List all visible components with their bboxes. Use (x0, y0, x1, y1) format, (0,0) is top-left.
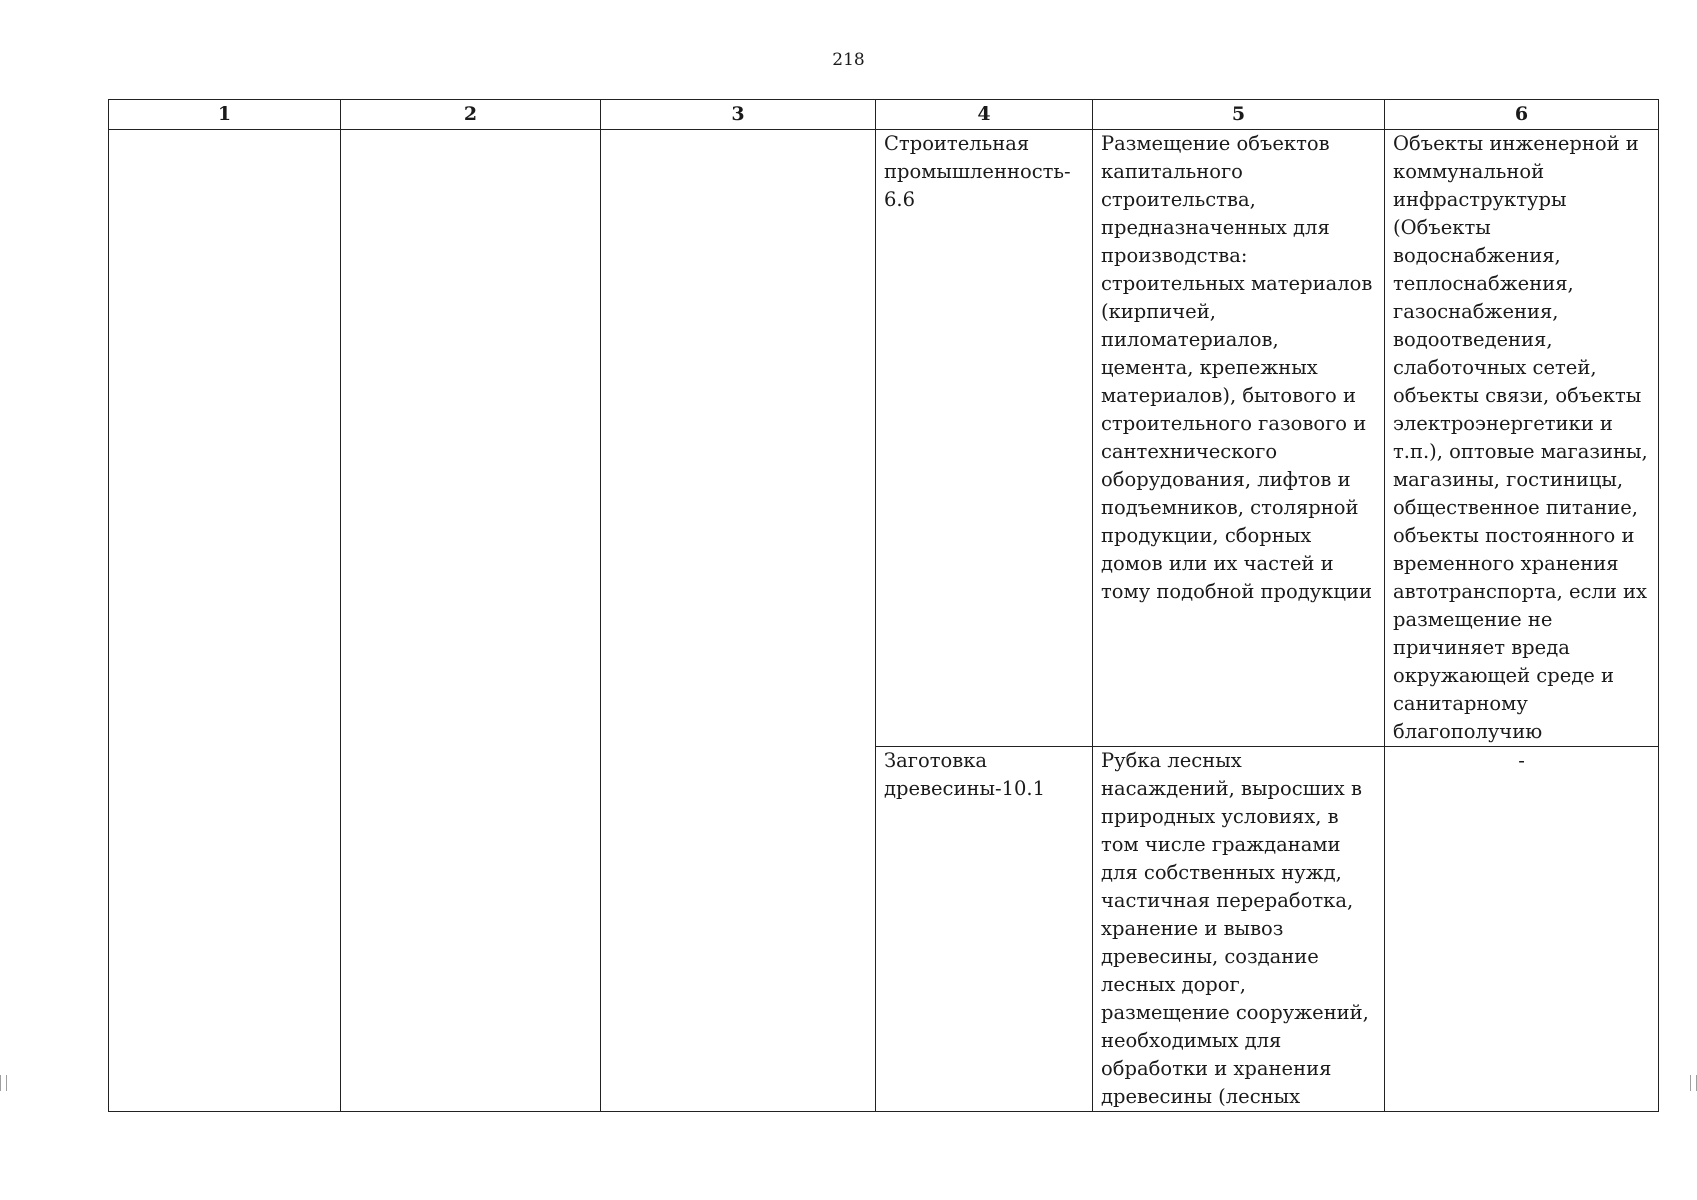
header-row (109, 100, 1659, 130)
cell-activity-description (1093, 130, 1385, 747)
cell-permitted-objects (1385, 130, 1659, 747)
page-number: 218 (832, 50, 865, 70)
cell-col-2 (341, 130, 601, 1112)
left-margin-mark (0, 1075, 7, 1091)
activity-name-text: Строительная промышленность- 6.6 (884, 132, 1071, 211)
header-col-1: 1 (109, 100, 341, 130)
activity-description-text: Размещение объектов капитального строительства, предназначенных для производства: строительных материалов (кирпичей, пиломатериалов, цемента, крепежных материалов), бытового и строительного газового и сантехнического оборудования, лифтов и подъемников, столярной продукции, сборных домов или их частей и тому подобной продукции (1101, 132, 1373, 603)
land-use-table (108, 99, 1659, 1112)
cell-col-3 (601, 130, 876, 1112)
cell-permitted-objects (1385, 747, 1659, 1112)
header-col-4: 4 (876, 100, 1093, 130)
activity-name-text: Заготовка древесины-10.1 (884, 749, 1045, 800)
header-col-2: 2 (341, 100, 601, 130)
permitted-objects-text: Объекты инженерной и коммунальной инфраструктуры (Объекты водоснабжения, теплоснабжения, газоснабжения, водоотведения, слаботочных сетей, объекты связи, объекты электроэнергетики и т.п.), оптовые магазины, магазины, гостиницы, общественное питание, объекты постоянного и временного хранения автотранспорта, если их размещение не причиняет вреда окружающей среде и санитарному благополучию (1393, 132, 1648, 743)
right-margin-mark (1690, 1075, 1697, 1091)
cell-activity-name (876, 130, 1093, 747)
cell-col-1 (109, 130, 341, 1112)
table-row (109, 130, 1659, 747)
permitted-objects-text: - (1518, 749, 1525, 772)
activity-description-text: Рубка лесных насаждений, выросших в природных условиях, в том числе гражданами для собственных нужд, частичная переработка, хранение и вывоз древесины, создание лесных дорог, размещение сооружений, необходимых для обработки и хранения древесины (лесных (1101, 749, 1369, 1108)
header-col-6: 6 (1385, 100, 1659, 130)
cell-activity-description (1093, 747, 1385, 1112)
header-col-5: 5 (1093, 100, 1385, 130)
cell-activity-name (876, 747, 1093, 1112)
header-col-3: 3 (601, 100, 876, 130)
